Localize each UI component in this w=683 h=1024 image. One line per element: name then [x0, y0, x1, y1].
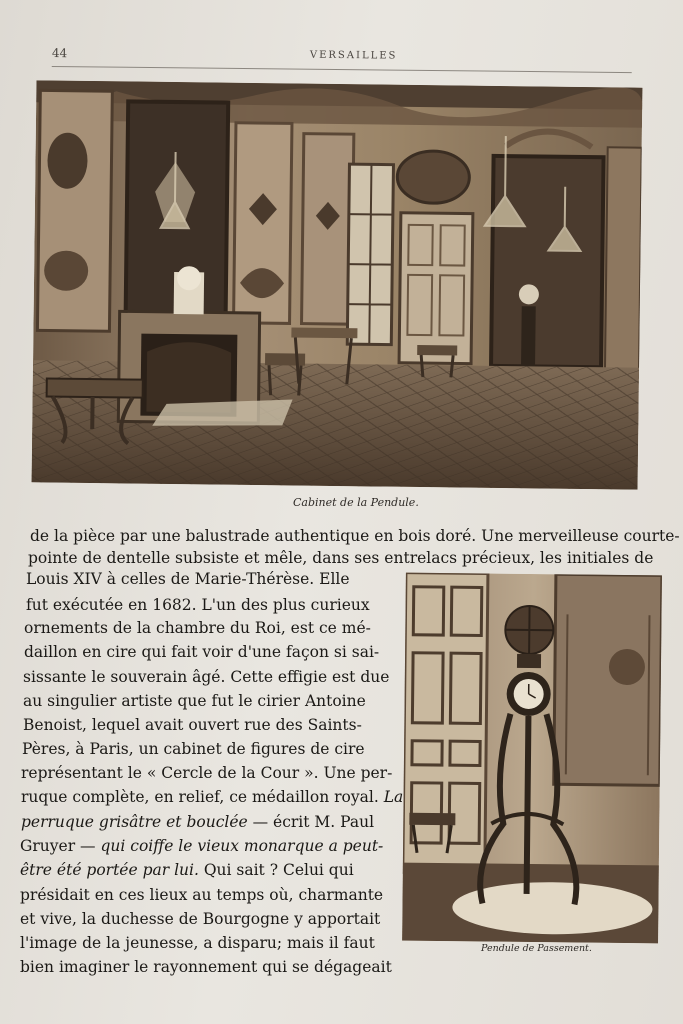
text-line: Pères, à Paris, un cabinet de figures de cire — [22, 740, 365, 758]
running-title: VERSAILLES — [309, 49, 398, 62]
text-line: daillon en cire qui fait voir d'une façon si sai- — [24, 643, 380, 661]
text-line: Louis XIV à celles de Marie-Thérèse. Elle — [26, 570, 350, 588]
text-line: représentant le « Cercle de la Cour ». Une per- — [21, 764, 393, 782]
text-line: bien imaginer le rayonnement qui se dégageait — [20, 958, 392, 976]
body-text — [20, 0, 680, 1024]
text-line: présidait en ces lieux au temps où, charmante — [20, 886, 384, 904]
caption-cabinet-de-la-pendule: Cabinet de la Pendule. — [293, 496, 419, 509]
text-line: ornements de la chambre du Roi, est ce mé- — [24, 619, 371, 637]
text-line: être été portée par lui. Qui sait ? Celui qui — [20, 861, 354, 879]
text-line: perruque grisâtre et bouclée — écrit M. Paul — [21, 813, 375, 831]
text-line: sissante le souverain âgé. Cette effigie est due — [23, 668, 390, 686]
caption-pendule-de-passement: Pendule de Passement. — [481, 943, 592, 954]
text-line: fut exécutée en 1682. L'un des plus curieux — [26, 596, 370, 614]
text-line: de la pièce par une balustrade authentique en bois doré. Une merveilleuse courte- — [30, 527, 680, 545]
text-line: pointe de dentelle subsiste et mêle, dans ses entrelacs précieux, les initiales de — [28, 549, 654, 567]
text-line: ruque complète, en relief, ce médaillon royal. La — [21, 788, 404, 806]
text-line: au singulier artiste que fut le cirier Antoine — [23, 692, 366, 710]
text-line: Benoist, lequel avait ouvert rue des Saints- — [23, 716, 362, 734]
text-line: Gruyer — qui coiffe le vieux monarque a peut- — [20, 837, 384, 855]
text-line: et vive, la duchesse de Bourgogne y apportait — [20, 910, 381, 928]
text-line: l'image de la jeunesse, a disparu; mais il faut — [20, 934, 375, 952]
page-number: 44 — [51, 45, 68, 61]
